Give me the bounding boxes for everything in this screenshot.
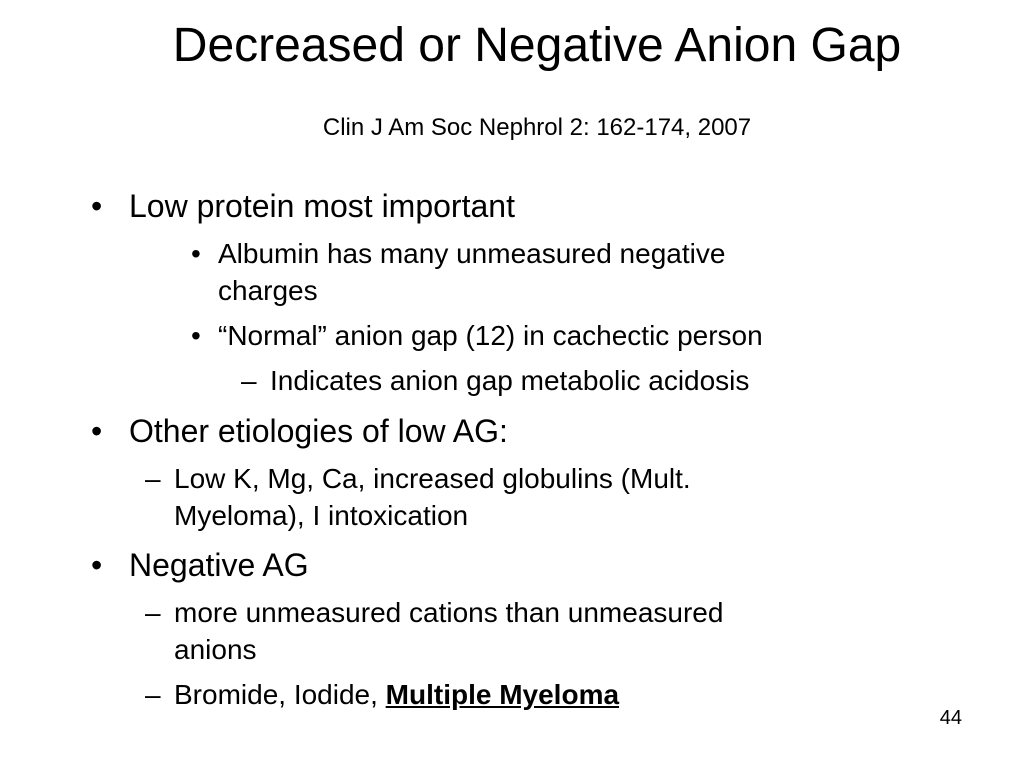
bullet-text: Other etiologies of low AG: bbox=[129, 413, 508, 449]
dash-text: Indicates anion gap metabolic acidosis bbox=[270, 365, 750, 396]
slide-title: Decreased or Negative Anion Gap bbox=[172, 19, 902, 72]
dash-unmeasured-cations bbox=[145, 595, 723, 631]
dash-low-k-mg-ca bbox=[145, 461, 691, 497]
multiple-myeloma-emphasis: Multiple Myeloma bbox=[385, 679, 620, 710]
bullet-text: Low protein most important bbox=[129, 188, 515, 224]
bullet-text: Negative AG bbox=[129, 547, 309, 583]
bullet-icon: • bbox=[191, 320, 201, 351]
subbullet-text-line-1: Albumin has many unmeasured negative bbox=[218, 238, 726, 269]
dash-icon: – bbox=[145, 597, 161, 628]
bullet-icon: • bbox=[91, 188, 103, 224]
subbullet-albumin-continuation: charges bbox=[218, 275, 318, 306]
page-number: 44 bbox=[939, 707, 962, 729]
bullet-icon: • bbox=[91, 547, 103, 583]
dash-text-prefix: Bromide, Iodide, bbox=[174, 679, 386, 710]
dash-low-k-mg-ca-continuation: Myeloma), I intoxication bbox=[174, 500, 469, 531]
dash-icon: – bbox=[145, 463, 161, 494]
dash-bromide-iodide bbox=[145, 677, 619, 713]
dash-text-line-1: Low K, Mg, Ca, increased globulins (Mult. bbox=[174, 463, 691, 494]
dash-unmeasured-cations-continuation: anions bbox=[174, 634, 257, 665]
bullet-icon: • bbox=[191, 238, 201, 269]
subbullet-text: “Normal” anion gap (12) in cachectic person bbox=[218, 320, 763, 351]
subbullet-normal-anion-gap bbox=[191, 318, 763, 354]
dash-text-line-1: more unmeasured cations than unmeasured bbox=[174, 597, 724, 628]
bullet-other-etiologies bbox=[91, 411, 508, 451]
dash-icon: – bbox=[145, 679, 161, 710]
bullet-low-protein bbox=[91, 186, 515, 226]
bullet-negative-ag bbox=[91, 545, 309, 585]
dash-icon: – bbox=[241, 365, 257, 396]
bullet-icon: • bbox=[91, 413, 103, 449]
dash-metabolic-acidosis bbox=[241, 363, 749, 399]
citation: Clin J Am Soc Nephrol 2: 162-174, 2007 bbox=[322, 114, 752, 141]
subbullet-albumin bbox=[191, 236, 725, 272]
